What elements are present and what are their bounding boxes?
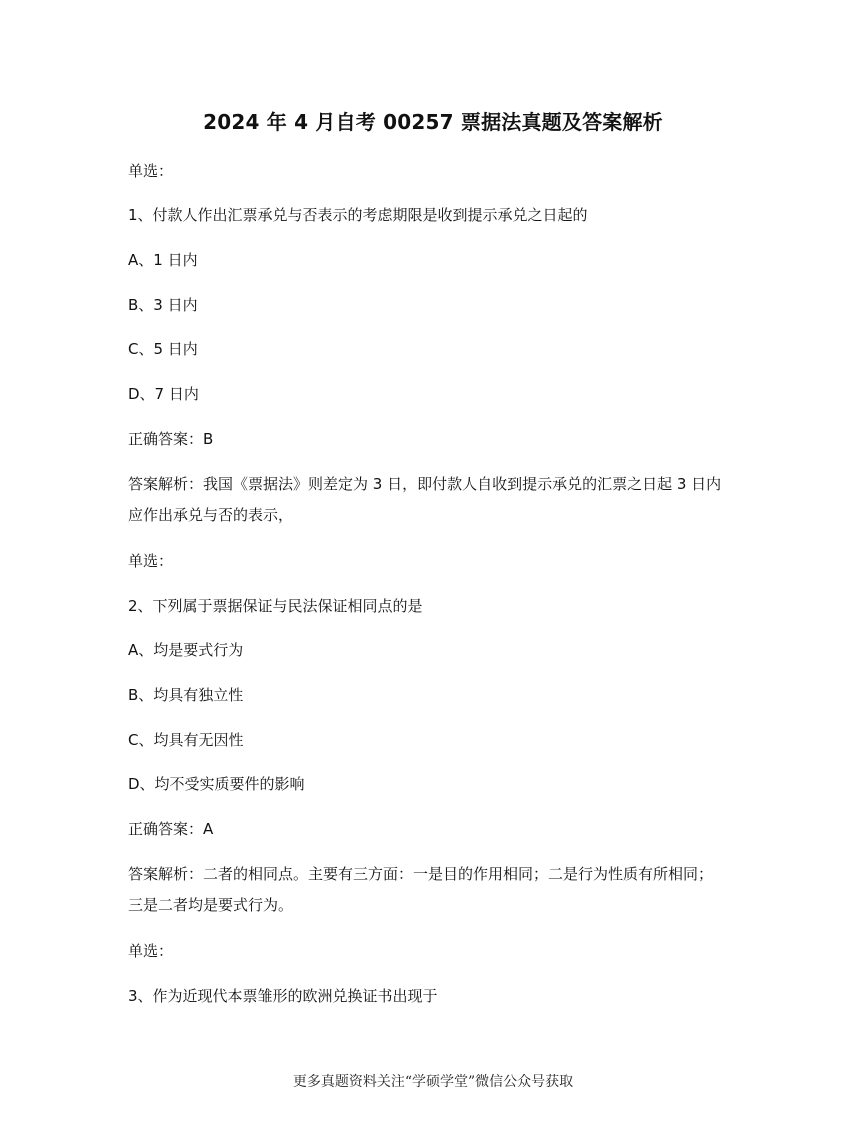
question-2-answer: 正确答案：A <box>128 820 214 838</box>
question-2-analysis: 答案解析：二者的相同点。主要有三方面：一是目的作用相同；二是行为性质有所相同； <box>128 865 714 883</box>
question-3-stem: 3、作为近现代本票雏形的欧洲兑换证书出现于 <box>128 987 438 1005</box>
question-2-type: 单选： <box>128 552 174 570</box>
question-1-option-a: A、1 日内 <box>128 251 198 269</box>
page-title: 2024 年 4 月自考 00257 票据法真题及答案解析 <box>203 110 663 134</box>
question-1-answer: 正确答案：B <box>128 430 214 448</box>
question-1-stem: 1、付款人作出汇票承兑与否表示的考虑期限是收到提示承兑之日起的 <box>128 206 588 224</box>
question-2-stem: 2、下列属于票据保证与民法保证相同点的是 <box>128 597 423 615</box>
question-1-type: 单选： <box>128 162 174 180</box>
question-2-option-a: A、均是要式行为 <box>128 641 244 659</box>
question-1-option-d: D、7 日内 <box>128 385 199 403</box>
question-2-option-d: D、均不受实质要件的影响 <box>128 775 305 793</box>
question-1-option-b: B、3 日内 <box>128 296 198 314</box>
question-2-option-c: C、均具有无因性 <box>128 731 244 749</box>
question-1-analysis: 答案解析：我国《票据法》则差定为 3 日，即付款人自收到提示承兑的汇票之日起 3 日内 <box>128 475 722 493</box>
question-1-option-c: C、5 日内 <box>128 340 198 358</box>
question-2-option-b: B、均具有独立性 <box>128 686 244 704</box>
question-3-type: 单选： <box>128 942 174 960</box>
question-2-analysis-cont: 三是二者均是要式行为。 <box>128 896 294 914</box>
page-footer: 更多真题资料关注“学硕学堂”微信公众号获取 <box>292 1074 574 1090</box>
question-1-analysis-cont: 应作出承兑与否的表示， <box>128 506 294 524</box>
